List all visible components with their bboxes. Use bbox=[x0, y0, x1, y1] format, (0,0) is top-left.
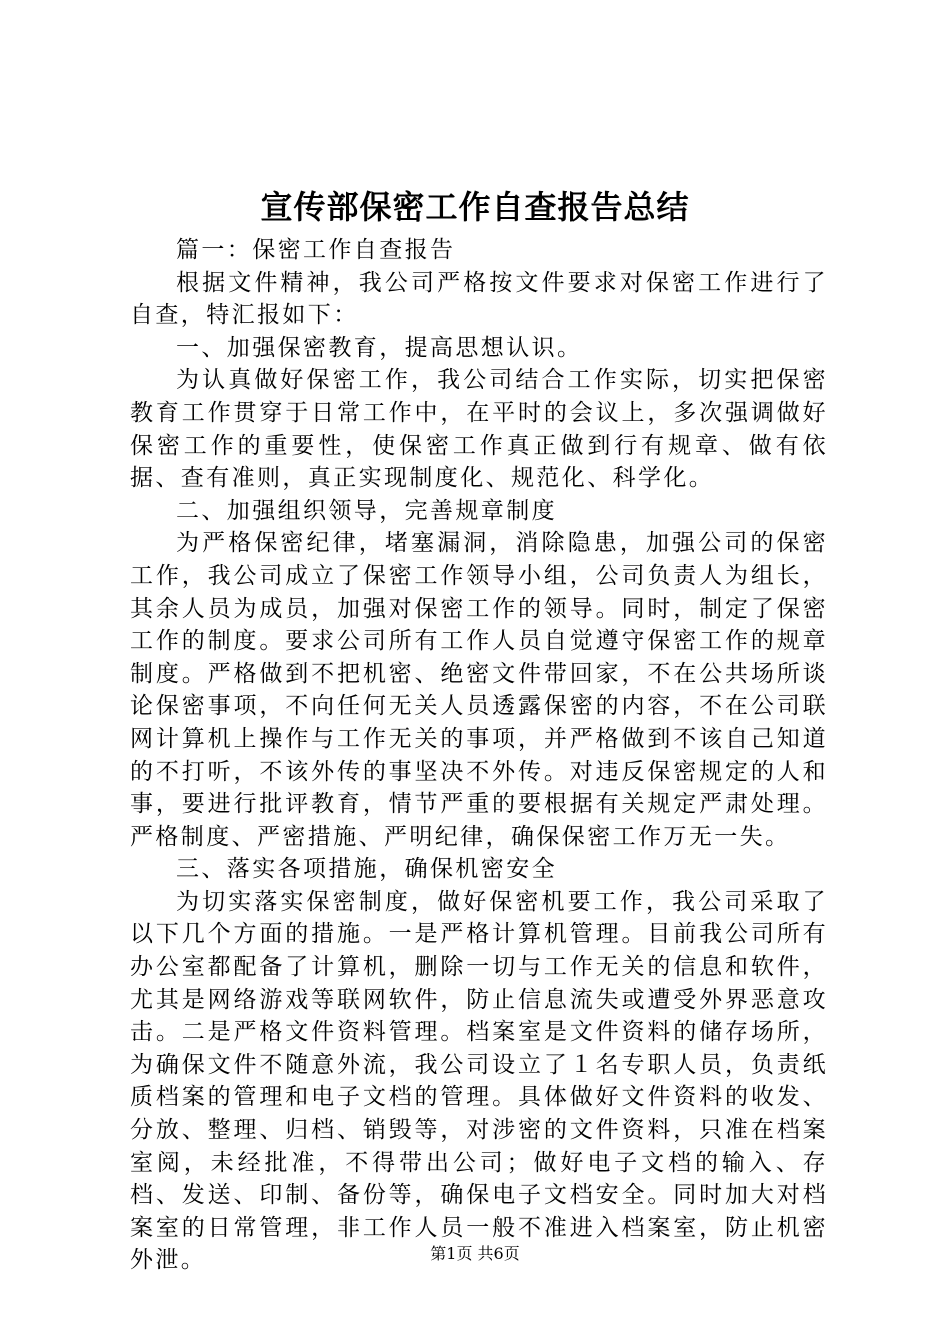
page-footer: 第1页 共6页 bbox=[430, 1244, 520, 1263]
body-paragraph: 为严格保密纪律，堵塞漏洞，消除隐患，加强公司的保密工作，我公司成立了保密工作领导小组，公司负责人为组长，其余人员为成员，加强对保密工作的领导。同时，制定了保密工作的制度。要求公司所有工作人员自觉遵守保密工作的规章制度。严格做到不把机密、绝密文件带回家，不在公共场所谈论保密事项，不向任何无关人员透露保密的内容，不在公司联网计算机上操作与工作无关的事项，并严格做到不该自己知道的不打听，不该外传的事坚决不外传。对违反保密规定的人和事，要进行批评教育，情节严重的要根据有关规定严肃处理。严格制度、严密措施、严明纪律，确保保密工作万无一失。 bbox=[130, 530, 828, 850]
section-heading: 篇一：保密工作自查报告 bbox=[176, 237, 456, 263]
document-title: 宣传部保密工作自查报告总结 bbox=[260, 188, 690, 226]
body-paragraph: 根据文件精神，我公司严格按文件要求对保密工作进行了自查，特汇报如下： bbox=[130, 269, 828, 329]
section-heading: 三、落实各项措施，确保机密安全 bbox=[176, 856, 557, 883]
section-heading: 一、加强保密教育，提高思想认识。 bbox=[176, 334, 583, 361]
section-heading: 二、加强组织领导，完善规章制度 bbox=[176, 497, 557, 524]
body-paragraph: 为认真做好保密工作，我公司结合工作实际，切实把保密教育工作贯穿于日常工作中，在平时的会议上，多次强调做好保密工作的重要性，使保密工作真正做到行有规章、做有依据、查有准则，真正实现制度化、规范化、科学化。 bbox=[130, 367, 828, 492]
document-body bbox=[130, 234, 828, 1277]
body-paragraph: 为切实落实保密制度，做好保密机要工作，我公司采取了以下几个方面的措施。一是严格计算机管理。目前我公司所有办公室都配备了计算机，删除一切与工作无关的信息和软件，尤其是网络游戏等联网软件，防止信息流失或遭受外界恶意攻击。二是严格文件资料管理。档案室是文件资料的储存场所，为确保文件不随意外流，我公司设立了１名专职人员，负责纸质档案的管理和电子文档的管理。具体做好文件资料的收发、分放、整理、归档、销毁等，对涉密的文件资料，只准在档案室阅，未经批准，不得带出公司；做好电子文档的输入、存档、发送、印制、备份等，确保电子文档安全。同时加大对档案室的日常管理，非工作人员一般不准进入档案室，防止机密外泄。 bbox=[130, 888, 828, 1274]
